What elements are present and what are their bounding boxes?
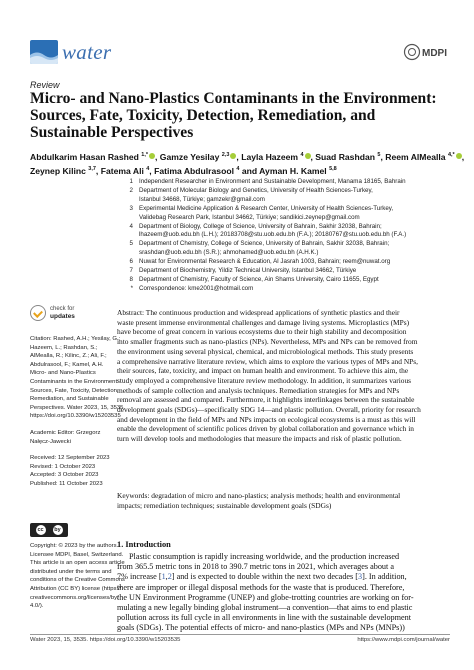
title-line: Sources, Fate, Toxicity, Detection, Remediation, and [30,107,376,124]
affiliation-text: Independent Researcher in Environment and Sustainable Development, Manama 18165, Bahrain [139,178,406,185]
citation-line: Citation: Rashed, A.H.; Yesilay, G.; [30,336,121,342]
citation-line: Perspectives. Water 2023, 15, 3535. [30,404,126,411]
license-link[interactable]: 4.0/). [30,603,44,610]
affiliation-text: lhazeem@uob.edu.bh (L.H.); 20183708@stu.uob.edu.bh (F.A.); 20180767@stu.uob.edu.bh (F.A.) [139,231,407,239]
mdpi-logo-icon[interactable] [403,41,449,63]
orcid-icon[interactable] [456,153,462,159]
author-name: Suad Rashdan [315,151,375,162]
footer-journal-link[interactable]: https://www.mdpi.com/journal/water [357,637,450,643]
citation-line: Micro- and Nano-Plastics [30,370,96,377]
date-published: Published: 11 October 2023 [30,480,103,487]
footer-divider [30,634,450,635]
abstract-line: the environment using several physical, chemical, and microbiological methods. This study presents [117,346,414,356]
author-name: Fatima Abdulrasool [154,165,234,176]
abstract-line: into smaller fragments such as nano-plastics (NPs). Nevertheless, MPs and NPs can be removed from [117,337,418,347]
author-name: Layla Hazeem [241,151,299,162]
date-received: Received: 12 September 2023 [30,455,110,462]
introduction-body [117,552,452,634]
correspondence: Correspondence: kme2001@hotmail.com [139,284,254,292]
footer-citation[interactable]: Water 2023, 15, 3535. https://doi.org/10.3390/w15203535 [30,637,181,643]
reference-link[interactable]: 3 [358,572,363,582]
abstract-line: removal are assessed and compared. Furthermore, it highlights interlinkages between the sustainable [117,395,415,405]
body-line: 7% increase [1,2] and is expected to double within the next two decades [3]. In addition, [117,572,407,582]
citation-line: Hazeem, L.; Rashdan, S.; [30,344,98,351]
abstract-line: waste present immense environmental challenges and damage living systems. Microplastics (MPs) [117,317,410,327]
body-line: from 365.5 metric tons in 2018 to 390.7 metric tons in 2021, which averages about a [117,562,394,572]
article-type: Review [30,80,60,90]
body-line: the UN Environment Programme (UNEP) and globe-trotting countries are working on for- [117,592,414,602]
article-title [30,90,450,141]
body-line: there are improper or illegal disposal methods for the waste that is produced. Therefore, [117,582,405,592]
author-name: Ayman H. Kamel [259,165,327,176]
abstract-line: turn will develop tools and methodologies that measure the impacts and risk of plastic pollution. [117,434,402,444]
title-line: Micro- and Nano-Plastics Contaminants in the Environment: [30,90,437,107]
affiliation-text: Department of Molecular Biology and Genetics, University of Health Sciences-Turkey, [139,186,373,194]
academic-editor: Nałęcz-Jawecki [30,438,71,445]
affiliation-text: Nuwat for Environmental Research & Education, Al Jasrah 1003, Bahrain; reem@nuwat.org [139,258,391,266]
abstract-line: Abstract: The continuous production and widespread applications of synthetic plastics and their [117,308,400,317]
abstract-line: methods of sample collection and analysis techniques. Remediation strategies for MPs and NPs [117,385,400,395]
abstract-line: enable the development of scientific polices driven by global collaboration and governance which in [117,424,414,434]
keywords [117,491,452,510]
reference-link[interactable]: 2 [167,572,172,582]
abstract-line: study employed a comprehensive literature review methodology. In addition, it summarizes various [117,375,412,385]
author-name: Zeynep Kilinc [30,165,86,176]
affiliations: 1 Independent Researcher in Environment and Sustainable Development, Manama 18165, Bahrain 2 Department of Molecular Biology and Genetics, University of Health Sciences-Turkey, Istanbul 34668, Türkiye; gamzekr@gmail.com 3 Experimental Medicine Application & Research Center, University of Health Sciences-Turkey, Validebag Research Park, Istanbul 34662, Türkiye; sandikici.zeynep@gmail.com 4 Department of Biology, College of Science, University of Bahrain, Sakhir 32038, Bahrain; lhazeem@uob.edu.bh (L.H.); 20183708@stu.uob.edu.bh (F.A.); 20180767@stu.uob.edu.bh (F.A.) 5 Department of Chemistry, College of Science, University of Bahrain, Sakhir 32038, Bahrain; srashdan@uob.edu.bh (S.R.); ahmohamed@uob.edu.bh (A.H.K.) 6 Nuwat for Environmental Research & Education, Al Jasrah 1003, Bahrain; reem@nuwat.org 7 Department of Biochemistry, Yildiz Technical University, Istanbul 34662, Türkiye 8 Department of Chemistry, Faculty of Science, Ain Shams University, Cairo 11655, Egypt * Correspondence: kme2001@hotmail.com [129,178,407,292]
abstract-line: and development in the field of MPs and NPs impacts on ecological ecosystems is a must as this will [117,414,416,424]
affiliation-text: Validebag Research Park, Istanbul 34662, Türkiye; sandikici.zeynep@gmail.com [139,213,360,221]
check-for-updates-button[interactable]: check for updates [30,305,75,321]
citation-line: AlMealla, R.; Kilinc, Z.; Ali, F.; [30,353,107,360]
journal-logo-icon [30,40,58,64]
check-updates-icon [30,305,46,321]
reference-link[interactable]: 1 [161,572,166,582]
body-line: mulating a new legally binding global instrument—a convention—that aims to end plastic [117,603,413,613]
affiliation-text: Experimental Medicine Application & Research Center, University of Health Sciences-Turkey, [139,204,394,212]
citation-line: Abdulrasool, F.; Kamel, A.H. [30,361,104,368]
affiliation-text: Department of Biochemistry, Yildiz Technical University, Istanbul 34662, Türkiye [139,267,357,275]
citation-line: Contaminants in the Environment: [30,378,119,385]
academic-editor: Academic Editor: Grzegorz [30,429,101,436]
abstract-line: have become of great concern in various ecosystems due to their high stability and decomposition [117,327,407,337]
cc-by-license-icon[interactable]: cc by [30,523,68,537]
section-heading: 1. Introduction [117,540,171,549]
svg-text:MDPI: MDPI [422,48,447,59]
body-line: pollution across its full cycle in all environments in line with the sustainable development [117,613,412,623]
license-link[interactable]: creativecommons.org/licenses/by/ [30,594,119,601]
citation-doi-link[interactable]: https://doi.org/10.3390/w15203535 [30,413,121,420]
author-list: Abdulkarim Hasan Rashed $^{1,*}$ , Gamze Yesilay $^{2,3}$ , Layla Hazeem $^4$ , Suad Rashdan $^5$, Reem AlMealla $^{4,*}$ , Zeynep Kilinc $^{3,7}$, Fatema Ali $^4$, Fatima Abdulrasool $^4$ and Ayman H. Kamel $^{5,8}$ [30,151,465,176]
affiliation-text: Department of Chemistry, College of Science, University of Bahrain, Sakhir 32038, Bahrain; [139,240,390,248]
journal-name[interactable]: water [62,40,112,64]
license-link[interactable]: Attribution (CC BY) license (https:// [30,585,122,592]
author-name: Abdulkarim Hasan Rashed [30,151,139,162]
author-name: Reem AlMealla [385,151,446,162]
author-name: Fatema Ali [100,165,144,176]
keywords-line: Keywords: degradation of micro and nano-plastics; analysis methods; health and environmental [117,491,401,500]
citation-line: Remediation, and Sustainable [30,396,109,403]
abstract [117,308,452,444]
affiliation-text: Istanbul 34668, Türkiye; gamzekr@gmail.com [139,195,265,203]
body-line: goals (SDGs). The potential effects of micro- and nano-plastics (MPs and NPs (MNPs)) [117,623,405,633]
abstract-line: their sources, fate, toxicity, and impact on human health and environment. To achieve this aim, the [117,366,409,376]
body-line: Plastic consumption is rapidly increasing worldwide, and the production increased [129,552,400,561]
affiliation-text: Department of Chemistry, Faculty of Science, Ain Shams University, Cairo 11655, Egypt [139,275,379,283]
affiliation-text: Department of Biology, College of Science, University of Bahrain, Sakhir 32038, Bahrain; [139,222,382,230]
copyright-notice: Copyright: © 2023 by the authors. Licensee MDPI, Basel, Switzerland. This article is an open access article distributed under the terms and conditions of the Creative Commons Attribution (CC BY) license (https:// creativecommons.org/licenses/by/ 4.0/). [30,542,130,611]
keywords-line: impacts; remediation techniques; sustainable development goals (SDGs) [117,500,332,510]
date-accepted: Accepted: 3 October 2023 [30,472,99,479]
citation-line: Sources, Fate, Toxicity, Detection, [30,387,119,394]
date-revised: Revised: 1 October 2023 [30,463,96,470]
citation-sidebar [30,335,130,489]
abstract-line: a comprehensive narrative literature review, which aims to explore the various types of MPs and NPs, [117,356,419,366]
author-name: Gamze Yesilay [159,151,220,162]
abstract-line: development goals (SDGs)—specifically SDG 14—and plastic pollution. Overall, priority for research [117,405,421,415]
affiliation-text: srashdan@uob.edu.bh (S.R.); ahmohamed@uob.edu.bh (A.H.K.) [139,249,319,257]
title-line: Sustainable Perspectives [30,124,194,141]
